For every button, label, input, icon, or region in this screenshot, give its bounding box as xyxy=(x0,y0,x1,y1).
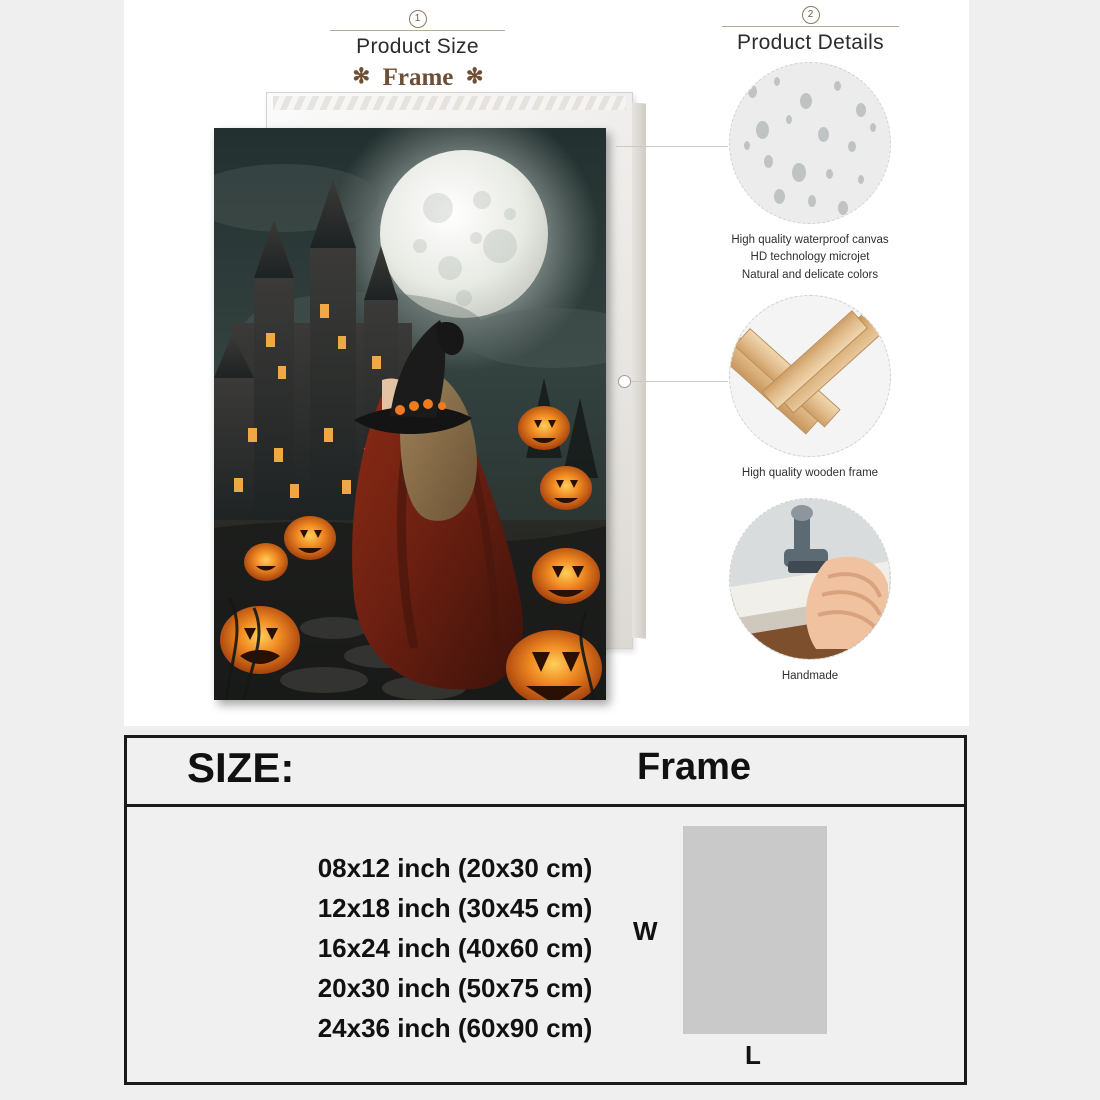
size-option: 08x12 inch (20x30 cm) xyxy=(317,853,593,883)
size-option-list xyxy=(185,848,685,1048)
section-number-badge: 2 xyxy=(802,6,820,24)
detail-caption-line: High quality waterproof canvas xyxy=(731,234,889,246)
detail-caption-line: HD technology microjet xyxy=(750,251,870,264)
water-droplets-icon xyxy=(729,62,891,224)
size-table xyxy=(124,735,967,1085)
detail-caption xyxy=(690,232,930,284)
detail-wooden-frame xyxy=(690,295,930,482)
section-header-product-details xyxy=(722,6,899,55)
product-preview xyxy=(214,92,634,702)
size-option: 12x18 inch (30x45 cm) xyxy=(317,893,593,924)
section-header-product-size xyxy=(330,10,505,59)
size-option: 24x36 inch (60x90 cm) xyxy=(317,1013,593,1044)
width-label: W xyxy=(633,916,658,946)
callout-dot xyxy=(618,375,631,388)
size-header-label: SIZE: xyxy=(187,744,295,791)
size-option: 20x30 inch (50x75 cm) xyxy=(317,973,593,1004)
section-divider xyxy=(330,30,505,31)
detail-caption xyxy=(690,465,930,482)
frame-subtitle xyxy=(318,64,518,92)
detail-caption xyxy=(690,668,930,685)
artwork-image xyxy=(214,128,606,700)
frame-subtitle-text: Frame xyxy=(382,64,454,91)
frame-dimension-diagram xyxy=(627,818,947,1073)
star-icon-left: ✻ xyxy=(352,64,371,88)
length-label: L xyxy=(745,1040,761,1070)
detail-caption-line: Handmade xyxy=(781,670,839,682)
canvas-side-edge xyxy=(632,102,646,638)
section-divider xyxy=(722,26,899,27)
star-icon-right: ✻ xyxy=(465,64,484,88)
size-option: 16x24 inch (40x60 cm) xyxy=(317,933,593,964)
section-title: Product Size xyxy=(356,35,479,58)
detail-handmade xyxy=(690,498,930,685)
detail-waterproof-canvas xyxy=(690,62,930,284)
detail-caption-line: Natural and delicate colors xyxy=(741,268,879,281)
section-number-badge: 1 xyxy=(409,10,427,28)
frame-shape xyxy=(683,826,827,1034)
canvas-wrap-texture xyxy=(273,96,626,110)
wooden-frame-corner-icon xyxy=(729,295,891,457)
size-table-header xyxy=(127,738,964,807)
detail-caption-line: High quality wooden frame xyxy=(741,467,879,479)
frame-header-label: Frame xyxy=(637,746,752,788)
handmade-stapler-icon xyxy=(729,498,891,660)
section-title: Product Details xyxy=(737,31,884,54)
